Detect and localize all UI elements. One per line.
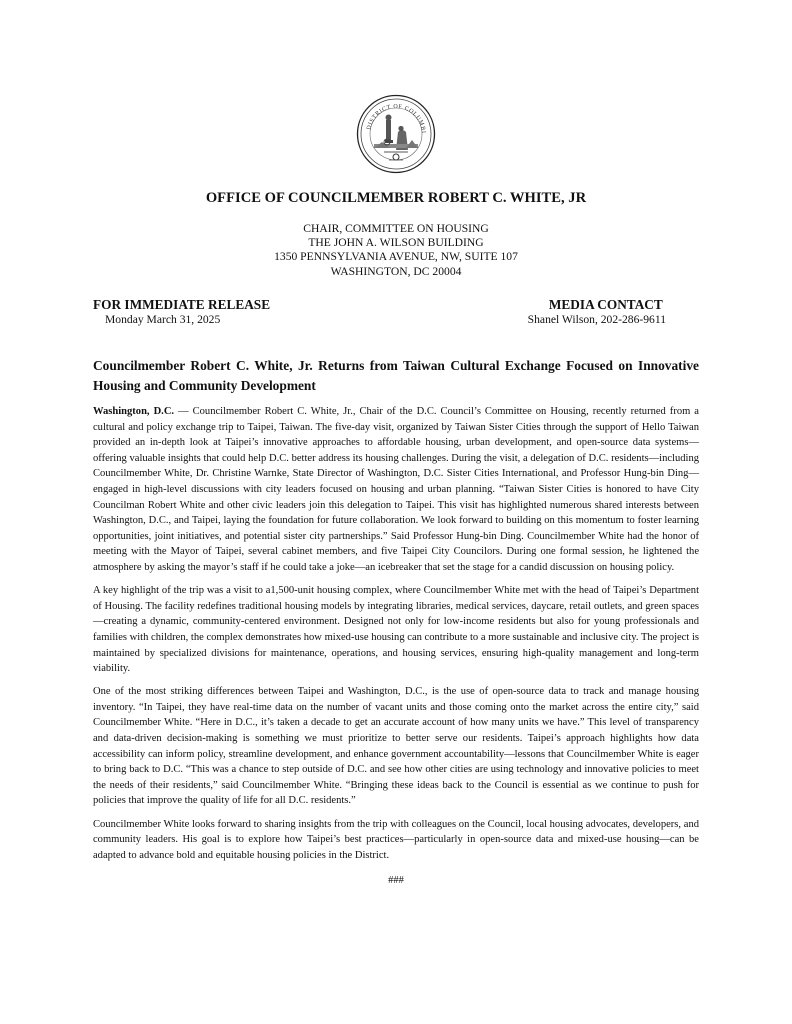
dc-seal-logo (356, 94, 436, 174)
paragraph: A key highlight of the trip was a visit to a1,500-unit housing complex, where Councilmember White met with the head of Taipei’s Department of Housing. The facility redefines traditional housing models by integrating libraries, medical services, daycare, retail outlets, and green spaces—creating a dynamic, community-centered environment. Designed not only for low-income residents but also for young professionals and families with children, the complex demonstrates how mixed-use housing can contribute to a more sustainable and inclusive city. The project is maintained by specialized divisions for maintenance, operations, and housing services, ensuring high-quality management and long-term viability. (93, 585, 699, 675)
media-contact-info: Shanel Wilson, 202-286-9611 (527, 313, 666, 326)
paragraph: Councilmember White looks forward to sharing insights from the trip with colleagues on the Council, local housing advocates, developers, and community leaders. His goal is to explore how Taipei’s best practices—particularly in open-source data and mixed-use housing—can be adapted to advance bold and equitable housing policies in the District. (93, 818, 699, 861)
office-title: OFFICE OF COUNCILMEMBER ROBERT C. WHITE, JR (205, 190, 587, 206)
release-date: Monday March 31, 2025 (105, 313, 221, 326)
svg-text:DISTRICT OF COLUMBIA: DISTRICT OF COLUMBI (366, 103, 427, 134)
release-label: FOR IMMEDIATE RELEASE (93, 297, 271, 312)
paragraph: One of the most striking differences between Taipei and Washington, D.C., is the use of open-source data to track and manage housing inventory. “In Taipei, they have real-time data on the number of vacant units and those coming onto the market across the entire city,” said Councilmember White. “Here in D.C., it’s taken a decade to get an accurate account of how many units we have.” This level of transparency and data-driven decision-making is something we must prioritize to better serve our residents. Taipei’s approach highlights how data accessibility can inform policy, streamline development, and enhance government accountability—lessons that Councilmember White is eager to bring back to D.C. “This was a chance to step outside of D.C. and see how other cities are using technology and innovative policies to meet the needs of their residents,” said Councilmember White. “Bringing these ideas back to the Council is essential as we continue to push for policies that improve the quality of life for all D.C. residents.” (93, 686, 699, 807)
address-line: WASHINGTON, DC 20004 (330, 264, 462, 278)
dateline: Washington, D.C. (93, 406, 175, 417)
office-address (0, 222, 792, 279)
media-contact-label: MEDIA CONTACT (548, 297, 663, 312)
paragraph (93, 404, 699, 576)
release-block (93, 297, 270, 326)
press-release-headline: Councilmember Robert C. White, Jr. Returns from Taiwan Cultural Exchange Focused on Innovative Housing and Community Development (93, 358, 699, 393)
address-line: CHAIR, COMMITTEE ON HOUSING (303, 222, 489, 235)
press-release-body (93, 404, 699, 889)
end-mark: ### (388, 875, 404, 887)
media-contact-block (527, 297, 666, 326)
paragraph-text: — Councilmember Robert C. White, Jr., Chair of the D.C. Council’s Committee on Housing, recently returned from a cultural and policy exchange trip to Taipei, Taiwan. The five-day visit, organized by Taiwan Sister Cities through the support of Hello Taiwan provided an in-depth look at Taipei’s innovative approaches to affordable housing, urban development, and open-source data systems—offering valuable insights that could help D.C. better address its housing challenges. During the visit, a delegation of D.C. residents—including Councilmember White, Dr. Christine Warnke, State Director of Washington, D.C. Sister Cities International, and Professor Hung-bin Ding—engaged in high-level discussions with city leaders focused on housing and urban planning. “Taiwan Sister Cities is honored to have City Councilman Robert White and other civic leaders join this delegation to Taipei. This visit has highlighted numerous shared interests between Washington, D.C., and Taipei, laying the foundation for future collaboration. We look forward to building on this momentum to foster learning opportunities, joint initiatives, and potential sister city partnerships.” Said Professor Hung-bin Ding. Councilmember White had the honor of meeting with the Mayor of Taipei, several cabinet members, and five Taipei City Councilors. During one formal session, he lightened the atmosphere by asking the mayor’s staff if he could take a joke—an icebreaker that set the stage for a candid discussion on housing policy. (93, 406, 699, 573)
address-line: 1350 PENNSYLVANIA AVENUE, NW, SUITE 107 (274, 250, 518, 264)
address-line: THE JOHN A. WILSON BUILDING (308, 236, 484, 250)
